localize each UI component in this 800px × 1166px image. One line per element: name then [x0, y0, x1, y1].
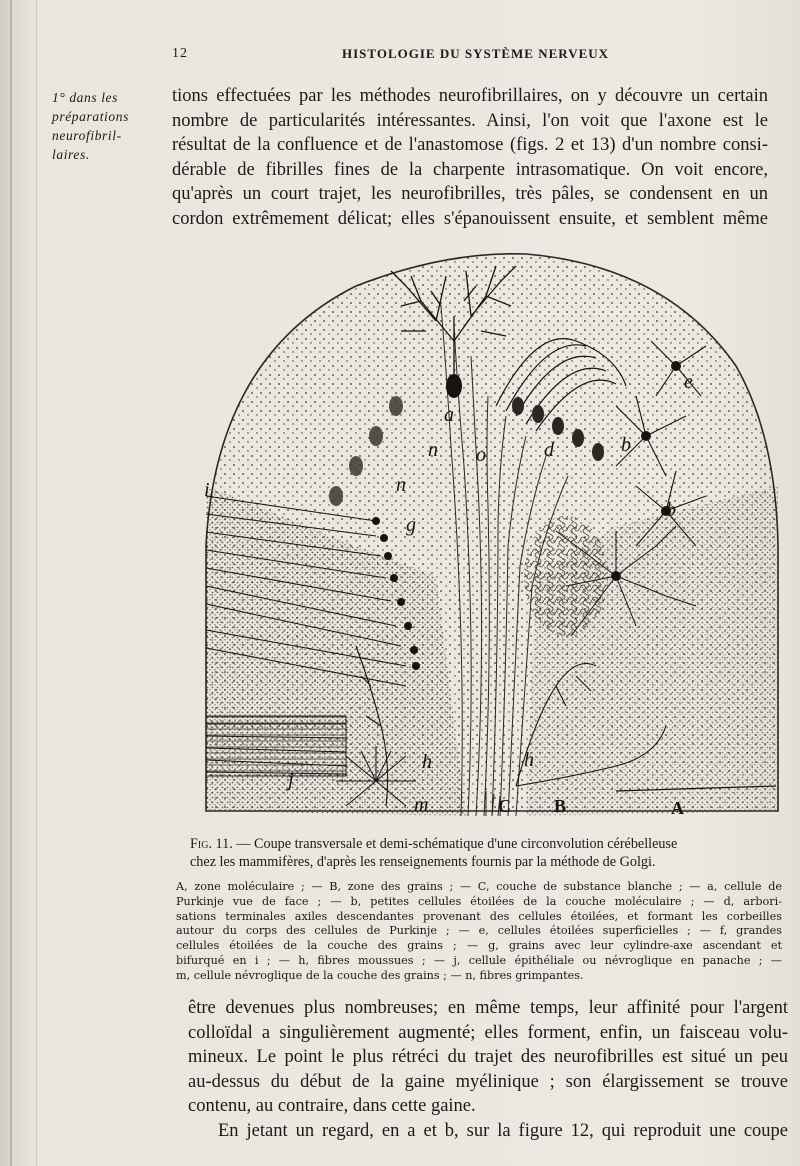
legend-line: autour du corps des cellules de Purkinje ; — e, cellules étoilées superficielles ; — f, grandes	[176, 924, 782, 938]
illustration-svg	[196, 246, 781, 821]
caption-figure-number: Fig. 11.	[190, 836, 233, 852]
caption-title-line: chez les mammifères, d'après les renseignements fournis par la méthode de Golgi.	[190, 854, 656, 870]
text-line: contenu, au contraire, dans cette gaine.	[188, 1096, 476, 1117]
cerebellum-illustration	[196, 246, 781, 821]
figure-caption	[190, 835, 782, 871]
text-line: En jetant un regard, en a et b, sur la figure 12, qui reproduit une coupe	[218, 1120, 788, 1141]
stellate-soma	[641, 431, 651, 441]
label-g: g	[406, 514, 416, 536]
label-b: b	[666, 499, 676, 521]
neuroglia-panache	[206, 716, 346, 776]
label-h: h	[524, 749, 534, 771]
text-line: mineux. Le point le plus rétréci du trajet des neurofibrilles est situé un peu	[188, 1047, 788, 1068]
large-stellate-soma	[611, 571, 621, 581]
legend-line: sations terminales axiles descendantes provenant des cellules étoilées, et formant les corbeilles	[176, 909, 782, 923]
text-line: être devenues plus nombreuses; en même temps, leur affinité pour l'argent	[188, 998, 788, 1018]
text-line: résultat de la confluence et de l'anastomose (figs. 2 et 13) d'un nombre consi-	[172, 135, 768, 156]
label-m: m	[414, 794, 429, 816]
label-d: d	[544, 439, 554, 461]
label-zone-a: A	[671, 798, 684, 818]
legend-line: A, zone moléculaire ; — B, zone des grains ; — C, couche de substance blanche ; — a, cellule de	[176, 880, 782, 893]
purkinje-soma	[446, 374, 462, 398]
margin-note-line: neurofibril-	[52, 128, 122, 143]
figure-legend	[176, 880, 782, 984]
page-header	[0, 46, 800, 66]
glomerular-mesh	[524, 516, 608, 636]
legend-line: Purkinje vue de face ; — b, petites cellules étoilées de la couche moléculaire ; — d, arbori-	[176, 894, 782, 908]
stellate-soma	[671, 361, 681, 371]
text-line: cordon extrêmement délicat; elles s'épanouissent ensuite, et semblent même	[172, 208, 768, 229]
text-line: au-dessus du début de la gaine myélinique ; son élargissement se trouve	[188, 1071, 788, 1092]
text-line: nombre de particularités intéressantes. Ainsi, l'on voit que l'axone est le	[172, 110, 768, 131]
legend-line: cellules étoilées de la couche des grains ; — g, grains avec leur cylindre-axe ascendant et	[176, 939, 782, 953]
label-n: n	[396, 474, 406, 496]
legend-line: m, cellule névroglique de la couche des grains ; — n, fibres grimpantes.	[176, 968, 584, 982]
text-line: tions effectuées par les méthodes neurofibrillaires, on y découvre un certain	[172, 86, 768, 106]
label-o: o	[476, 444, 486, 466]
running-title: HISTOLOGIE DU SYSTÈME NERVEUX	[342, 46, 610, 61]
binding-gutter	[10, 0, 12, 1166]
caption-title-line: — Coupe transversale et demi-schématique d'une circonvolution cérébelleuse	[232, 836, 678, 852]
text-line: qu'après un court trajet, les neurofibrilles, très pâles, se condensent en un	[172, 184, 768, 205]
label-a: a	[444, 404, 454, 426]
margin-note-line: 1° dans les	[52, 90, 118, 105]
label-n: n	[428, 439, 438, 461]
paragraph-top	[172, 84, 768, 232]
margin-note-line: préparations	[52, 109, 129, 124]
label-h: h	[422, 751, 432, 773]
legend-line: bifurqué en i ; — h, fibres moussues ; — j, cellule épithéliale ou névroglique en panache ; —	[176, 953, 782, 967]
margin-note	[52, 88, 162, 164]
text-line: colloïdal a singulièrement augmenté; elles forment, enfin, un faisceau volu-	[188, 1022, 788, 1043]
label-zone-b: B	[554, 796, 567, 816]
label-j: j	[288, 769, 294, 791]
label-e: e	[684, 371, 693, 393]
paragraph-bottom	[188, 996, 788, 1144]
binding-gutter-shadow	[36, 0, 37, 1166]
label-zone-c: C	[498, 796, 511, 816]
page-number: 12	[172, 46, 188, 61]
label-i: i	[204, 479, 210, 501]
label-b: b	[621, 434, 631, 456]
margin-note-line: laires.	[52, 147, 90, 162]
text-line: dérable de fibrilles fines de la charpente intrasomatique. On voit encore,	[172, 159, 768, 180]
